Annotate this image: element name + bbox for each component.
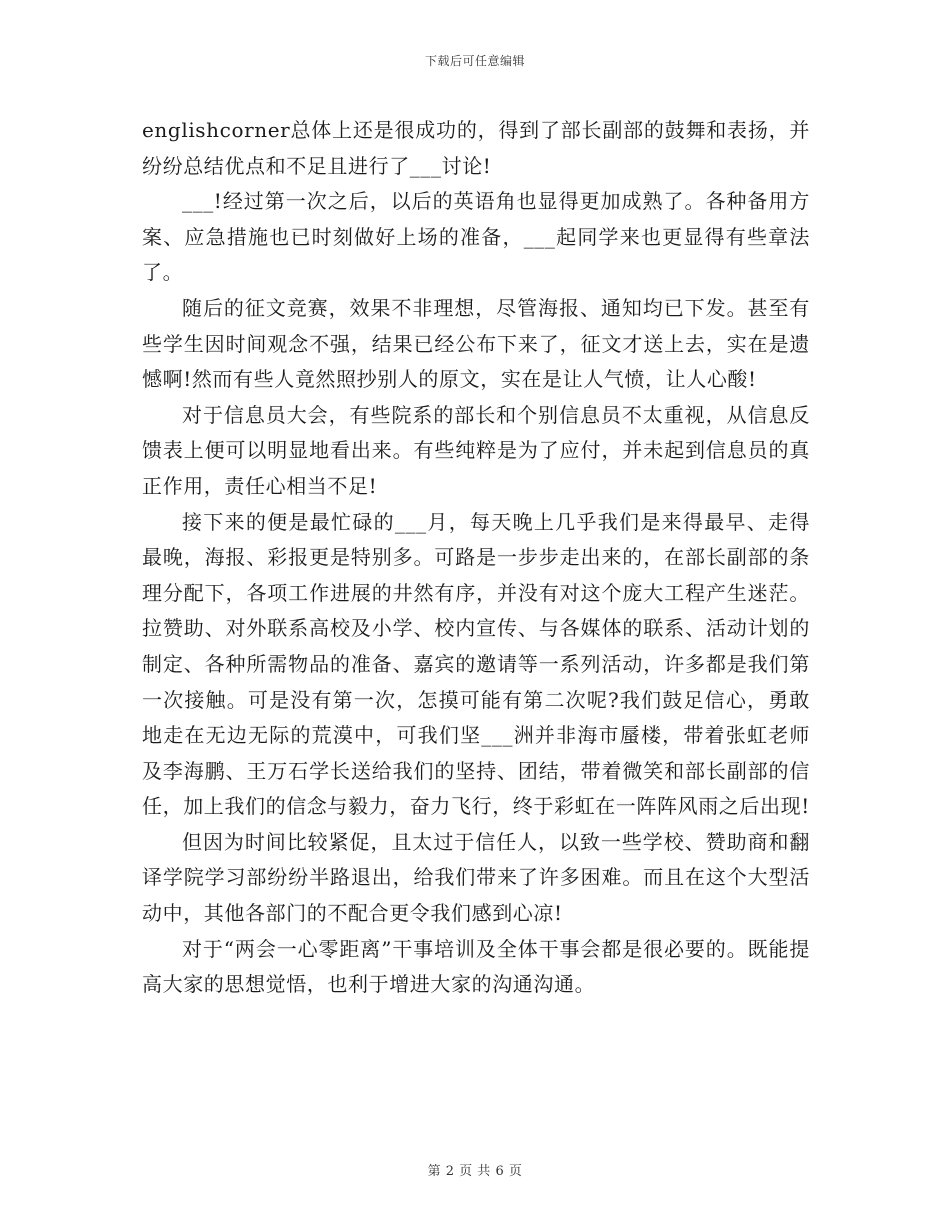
document-body [142, 113, 810, 1003]
paragraph-difficulties: 但因为时间比较紧促，且太过于信任人，以致一些学校、赞助商和翻译学院学习部纷纷半路退出，给我们带来了许多困难。而且在这个大型活动中，其他各部门的不配合更令我们感到心凉! [142, 829, 810, 926]
paragraph-info-meeting: 对于信息员大会，有些院系的部长和个别信息员不太重视，从信息反馈表上便可以明显地看出来。有些纯粹是为了应付，并未起到信息员的真正作用，责任心相当不足! [142, 402, 810, 498]
paragraph-essay-contest: 随后的征文竞赛，效果不非理想，尽管海报、通知均已下发。甚至有些学生因时间观念不强，结果已经公布下来了，征文才送上去，实在是遗憾啊!然而有些人竟然照抄别人的原文，实在是让人气愤，让人心酸! [142, 295, 810, 392]
page-header: 下载后可任意编辑 [424, 54, 525, 68]
paragraph-english-corner-followup: ___!经过第一次之后，以后的英语角也显得更加成熟了。各种备用方案、应急措施也已时刻做好上场的准备，___起同学来也更显得有些章法了。 [142, 189, 810, 285]
paragraph-training: 对于“两会一心零距离”干事培训及全体干事会都是很必要的。既能提高大家的思想觉悟，也利于增进大家的沟通沟通。 [142, 936, 810, 997]
paragraph-english-corner: englishcorner总体上还是很成功的，得到了部长副部的鼓舞和表扬，并纷纷总结优点和不足且进行了___讨论! [142, 118, 810, 178]
page-number: 第 2 页 共 6 页 [427, 1164, 523, 1179]
paragraph-busiest-month: 接下来的便是最忙碌的___月，每天晚上几乎我们是来得最早、走得最晚，海报、彩报更是特别多。可路是一步步走出来的，在部长副部的条理分配下，各项工作进展的井然有序，并没有对这个庞大工程产生迷茫。拉赞助、对外联系高校及小学、校内宣传、与各媒体的联系、活动计划的制定、各种所需物品的准备、嘉宾的邀请等一系列活动，许多都是我们第一次接触。可是没有第一次，怎摸可能有第二次呢?我们鼓足信心，勇敢地走在无边无际的荒漠中，可我们坚___洲并非海市蜃楼，带着张虹老师及李海鹏、王万石学长送给我们的坚持、团结，带着微笑和部长副部的信任，加上我们的信念与毅力，奋力飞行，终于彩虹在一阵阵风雨之后出现! [142, 509, 810, 819]
